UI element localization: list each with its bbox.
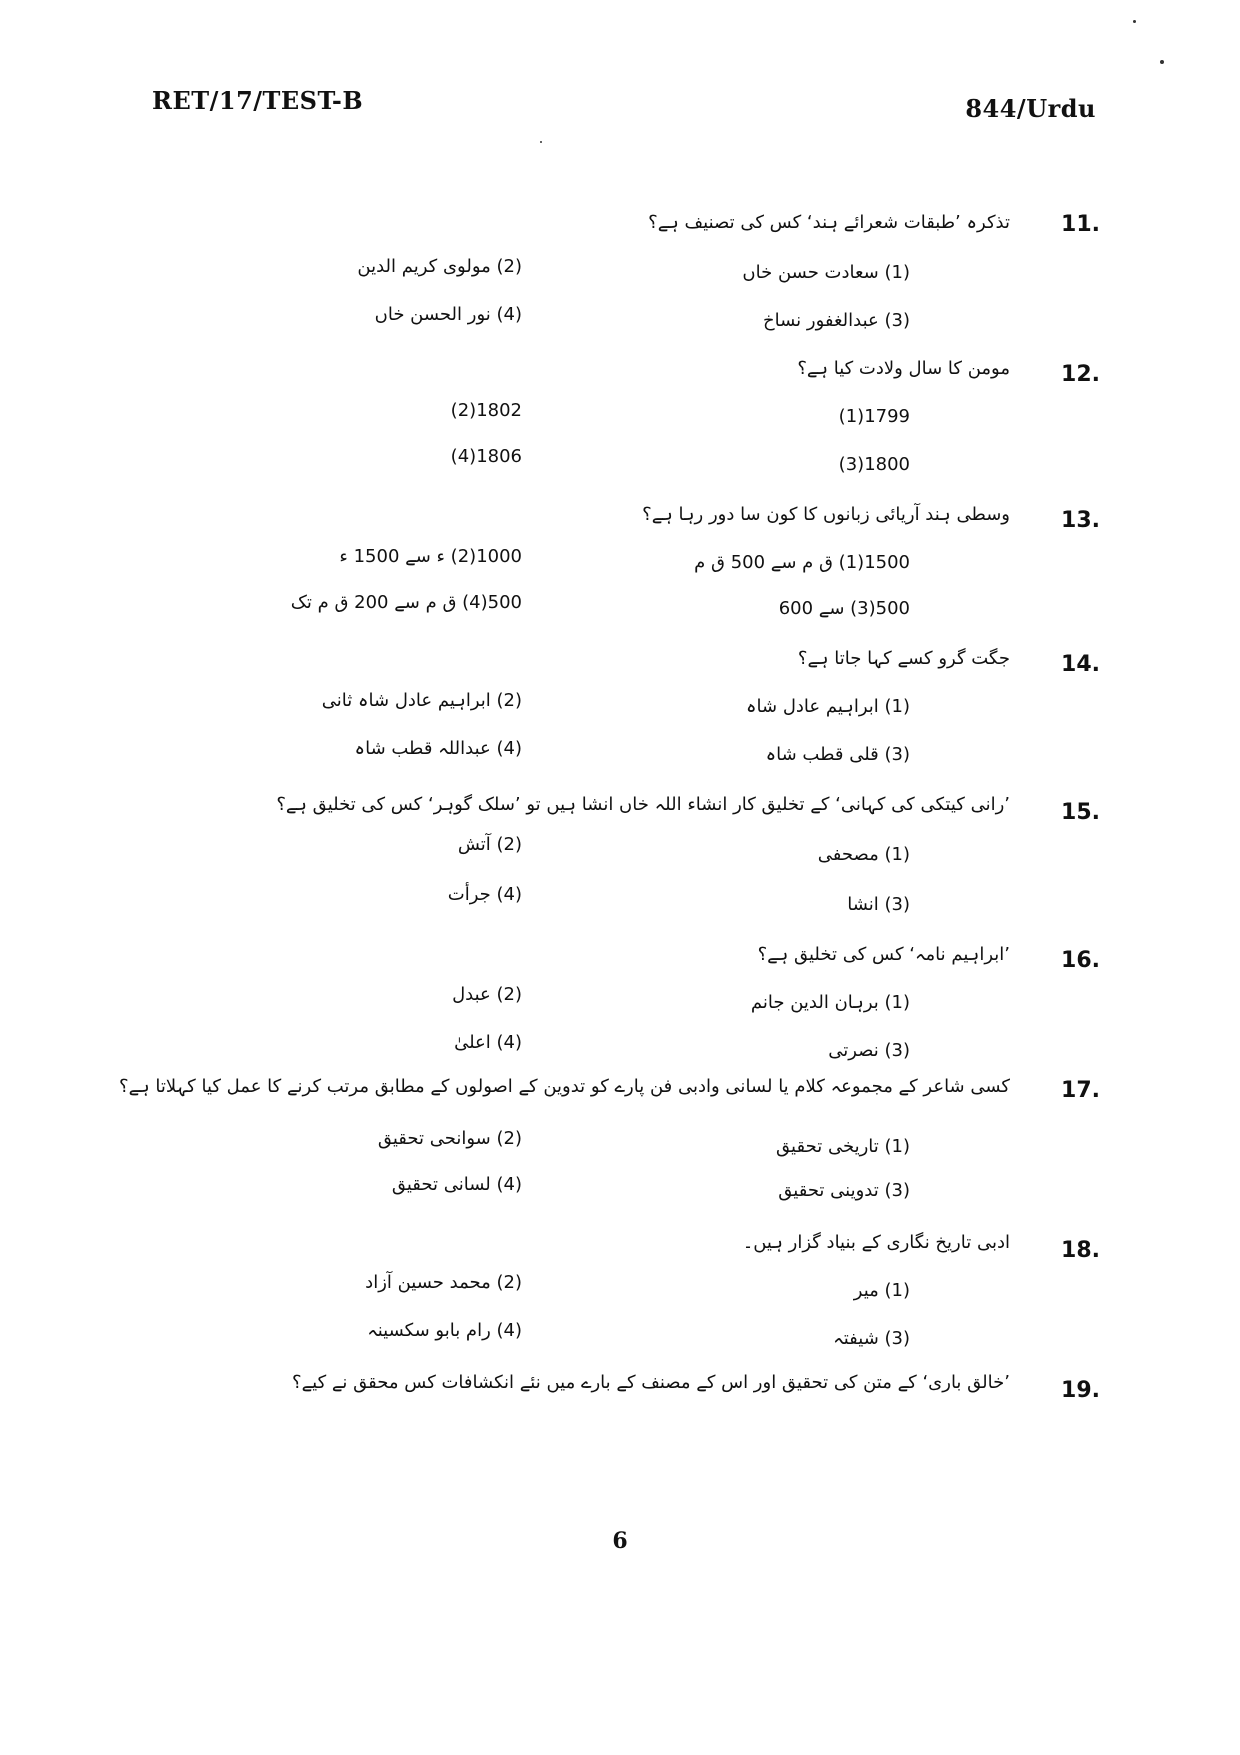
question-stem: تذکرہ ’طبقات شعرائے ہند‘ کس کی تصنیف ہے؟: [648, 212, 1010, 233]
option-1: 1500(1) ق م سے 500 ق م: [694, 552, 910, 573]
option-1: (1) میر: [853, 1280, 910, 1301]
question-number: 16.: [1061, 948, 1100, 973]
option-4: (4) جرأت: [447, 884, 522, 905]
question-number: 17.: [1061, 1078, 1100, 1103]
option-4: (4) لسانی تحقیق: [391, 1174, 522, 1195]
header-left-code: RET/17/TEST-B: [152, 86, 364, 115]
option-4: (4) عبداللہ قطب شاہ: [354, 738, 522, 759]
option-4: 500(4) ق م سے 200 ق م تک: [290, 592, 522, 613]
question-number: 11.: [1061, 212, 1100, 237]
question-stem: ادبی تاریخ نگاری کے بنیاد گزار ہیں۔: [742, 1232, 1010, 1253]
option-2: (2) مولوی کریم الدین: [357, 256, 522, 277]
question-stem: ’رانی کیتکی کی کہانی‘ کے تخلیق کار انشاء اللہ خاں انشا ہیں تو ’سلک گوہر‘ کس کی تخلیق ہے؟: [276, 794, 1010, 815]
question-stem: وسطی ہند آریائی زبانوں کا کون سا دور رہا ہے؟: [642, 504, 1010, 525]
question-number: 14.: [1061, 652, 1100, 677]
option-3: (3) انشا: [847, 894, 910, 915]
question-stem: جگت گرو کسے کہا جاتا ہے؟: [797, 648, 1010, 669]
option-4: (4) رام بابو سکسینہ: [367, 1320, 522, 1341]
option-1: (1) تاریخی تحقیق: [776, 1136, 910, 1157]
question-number: 13.: [1061, 508, 1100, 533]
option-3: 500(3) سے 600: [778, 598, 910, 619]
option-3: (3) عبدالغفور نساخ: [762, 310, 910, 331]
question-stem: کسی شاعر کے مجموعہ کلام یا لسانی وادبی فن پارے کو تدوین کے اصولوں کے مطابق مرتب کرنے کا عمل کیا کہلاتا ہے؟: [119, 1076, 1010, 1097]
option-3: (3) شیفتہ: [833, 1328, 910, 1349]
option-4: (4) نور الحسن خاں: [374, 304, 522, 325]
option-2: (2) عبدل: [452, 984, 522, 1005]
option-3: (3) قلی قطب شاہ: [765, 744, 910, 765]
option-1: (1) ابراہیم عادل شاہ: [745, 696, 910, 717]
scan-speck: [540, 141, 542, 143]
option-2: 1000(2) ء سے 1500 ء: [339, 546, 522, 567]
scan-speck: [1133, 20, 1136, 23]
header-right-code: 844/Urdu: [965, 94, 1096, 123]
option-1: (1) برہان الدین جانم: [750, 992, 910, 1013]
option-1: (1) مصحفی: [817, 844, 910, 865]
page-number: 6: [612, 1528, 628, 1554]
question-stem: ’ابراہیم نامہ‘ کس کی تخلیق ہے؟: [757, 944, 1010, 965]
question-stem: مومن کا سال ولادت کیا ہے؟: [797, 358, 1010, 379]
option-3: (3) نصرتی: [828, 1040, 910, 1061]
option-2: (2) سوانحی تحقیق: [377, 1128, 522, 1149]
question-number: 12.: [1061, 362, 1100, 387]
option-2: (2) آتش: [457, 834, 522, 855]
option-3: (3) تدوینی تحقیق: [778, 1180, 910, 1201]
option-3: 1800(3): [838, 454, 910, 475]
question-number: 18.: [1061, 1238, 1100, 1263]
question-stem: ’خالق باری‘ کے متن کی تحقیق اور اس کے مصنف کے بارے میں نئے انکشافات کس محقق نے کیے؟: [292, 1372, 1010, 1393]
option-1: (1) سعادت حسن خاں: [742, 262, 910, 283]
option-2: (2) محمد حسین آزاد: [365, 1272, 522, 1293]
option-2: (2) ابراہیم عادل شاہ ثانی: [321, 690, 522, 711]
option-4: (4) اعلیٰ: [454, 1032, 522, 1053]
option-2: 1802(2): [450, 400, 522, 421]
scan-speck: [1160, 60, 1164, 64]
question-number: 19.: [1061, 1378, 1100, 1403]
option-1: 1799(1): [838, 406, 910, 427]
question-number: 15.: [1061, 800, 1100, 825]
option-4: 1806(4): [450, 446, 522, 467]
